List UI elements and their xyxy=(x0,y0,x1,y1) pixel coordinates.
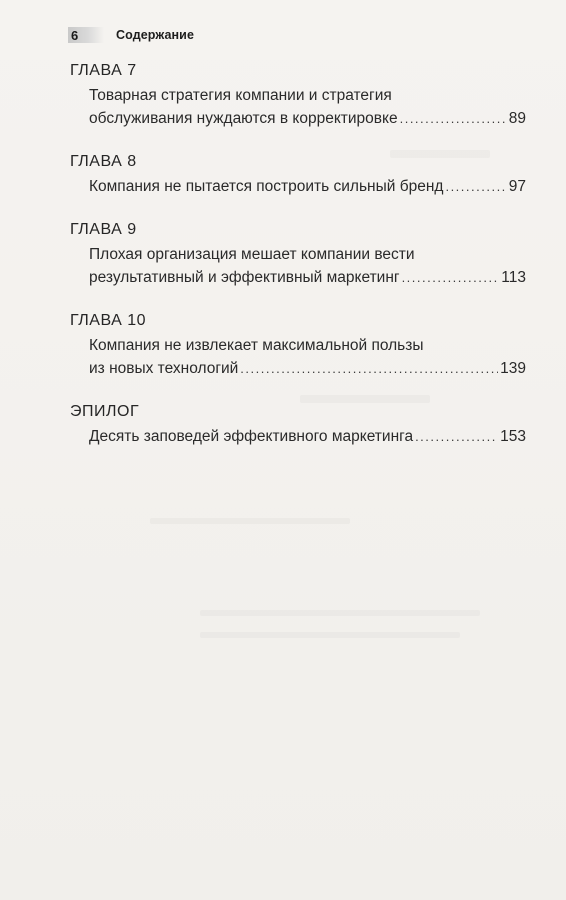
entry-page-number: 153 xyxy=(500,428,526,445)
toc-chapter-9 xyxy=(70,217,526,289)
table-of-contents xyxy=(70,58,526,448)
entry-title-text: из новых технологий xyxy=(89,360,239,377)
entry-title-text: обслуживания нуждаются в корректировке xyxy=(89,110,398,127)
entry-title-last-line xyxy=(89,357,526,380)
show-through-mark xyxy=(150,518,350,524)
chapter-heading: ЭПИЛОГ xyxy=(70,403,140,420)
show-through-mark xyxy=(200,632,460,638)
entry-title-last-line xyxy=(89,425,526,448)
page-number: 6 xyxy=(71,27,79,43)
show-through-mark xyxy=(200,610,480,616)
toc-chapter-8 xyxy=(70,149,526,198)
entry-title-text: Компания не пытается построить сильный бренд xyxy=(89,178,444,195)
toc-entry[interactable] xyxy=(89,334,526,380)
entry-page-number: 113 xyxy=(501,269,526,286)
chapter-heading: ГЛАВА 7 xyxy=(70,62,137,79)
entry-title-text: результативный и эффективный маркетинг xyxy=(89,269,400,286)
entry-title-line: Товарная стратегия компании и стратегия xyxy=(89,87,392,104)
toc-entry[interactable] xyxy=(89,425,526,448)
chapter-heading: ГЛАВА 10 xyxy=(70,312,146,329)
entry-page-number: 97 xyxy=(508,178,526,195)
page-number-box xyxy=(68,27,104,43)
entry-title-line: Плохая организация мешает компании вести xyxy=(89,246,415,263)
entry-title-last-line xyxy=(89,175,526,198)
toc-epilogue xyxy=(70,399,526,448)
chapter-heading: ГЛАВА 8 xyxy=(70,153,137,170)
entry-page-number: 89 xyxy=(508,110,526,127)
chapter-heading: ГЛАВА 9 xyxy=(70,221,137,238)
entry-title-last-line xyxy=(89,266,526,289)
dot-leader xyxy=(240,357,498,380)
dot-leader xyxy=(400,107,507,130)
toc-chapter-10 xyxy=(70,308,526,380)
toc-entry[interactable] xyxy=(89,243,526,289)
toc-entry[interactable] xyxy=(89,175,526,198)
dot-leader xyxy=(415,425,498,448)
toc-chapter-7 xyxy=(70,58,526,130)
dot-leader xyxy=(445,175,506,198)
dot-leader xyxy=(402,266,500,289)
entry-title-last-line xyxy=(89,107,526,130)
entry-page-number: 139 xyxy=(500,360,526,377)
page-header xyxy=(68,27,194,43)
running-title: Содержание xyxy=(116,28,195,42)
toc-entry[interactable] xyxy=(89,84,526,130)
entry-title-text: Десять заповедей эффективного маркетинга xyxy=(89,428,414,445)
entry-title-line: Компания не извлекает максимальной пользы xyxy=(89,337,424,354)
